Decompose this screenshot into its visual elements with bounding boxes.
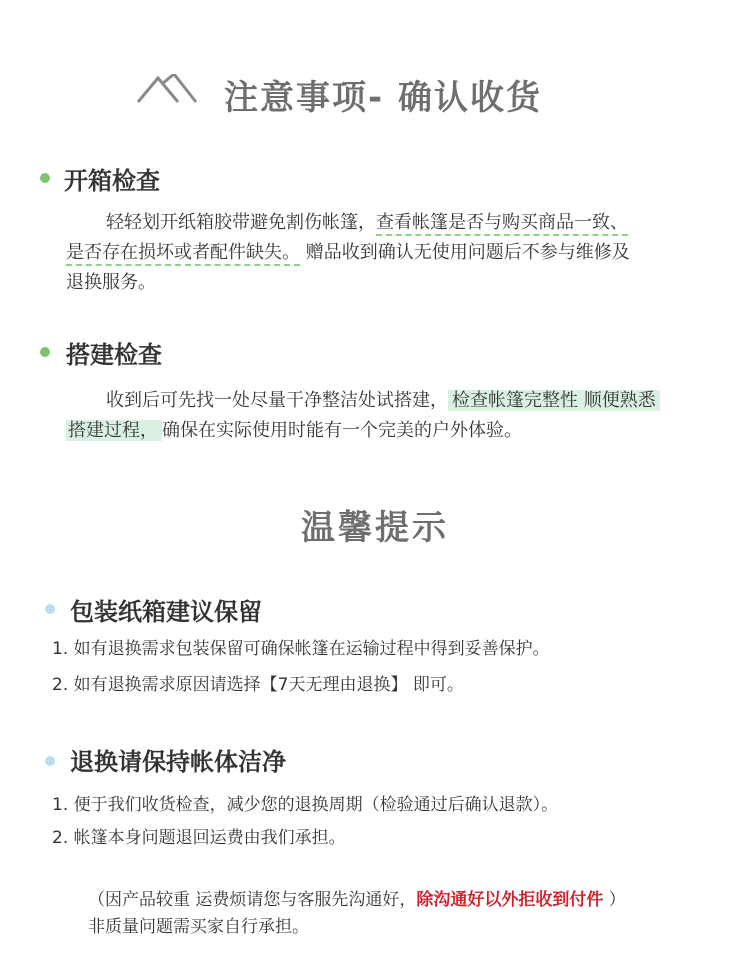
open-box-underlined-b: 是否存在损坏或者配件缺失。 <box>66 242 300 266</box>
setup-highlight-a: 检查帐篷完整性 顺便熟悉 <box>448 390 660 411</box>
shipping-note-line2: 非质量问题需买家自行承担。 <box>88 917 309 937</box>
setup-text-b: 确保在实际使用时能有一个完美的户外体验。 <box>162 420 522 441</box>
open-box-paragraph <box>66 208 716 298</box>
setup-paragraph <box>66 386 726 446</box>
list-item: 1. 便于我们收货检查，减少您的退换周期（检验通过后确认退款）。 <box>52 795 559 815</box>
bullet-dot <box>40 347 50 357</box>
shipping-note-close: ） <box>603 890 626 910</box>
list-item: 2. 如有退换需求原因请选择【7天无理由退换】 即可。 <box>52 675 464 695</box>
bullet-dot <box>40 173 50 183</box>
setup-text-a: 收到后可先找一处尽量干净整洁处试搭建， <box>106 390 448 411</box>
bullet-dot <box>45 756 55 766</box>
section-heading-packaging: 包装纸箱建议保留 <box>70 598 262 626</box>
shipping-note <box>88 887 626 913</box>
open-box-text-a: 轻轻划开纸箱胶带避免割伤帐篷， <box>106 212 376 233</box>
open-box-text-b: 赠品收到确认无使用问题后不参与维修及 <box>300 242 630 263</box>
section-heading-setup: 搭建检查 <box>66 341 162 369</box>
mountain-peaks-icon <box>136 74 198 104</box>
list-item: 1. 如有退换需求包装保留可确保帐篷在运输过程中得到妥善保护。 <box>52 639 550 659</box>
list-item: 2. 帐篷本身问题退回运费由我们承担。 <box>52 828 346 848</box>
open-box-underlined-a: 查看帐篷是否与购买商品一致、 <box>376 212 628 236</box>
bullet-dot <box>45 604 55 614</box>
open-box-text-c: 退换服务。 <box>66 272 156 293</box>
setup-highlight-b: 搭建过程， <box>66 420 162 441</box>
section-heading-open-box: 开箱检查 <box>64 167 160 195</box>
page-title: 注意事项- 确认收货 <box>224 78 542 118</box>
shipping-note-text: （因产品较重 运费烦请您与客服先沟通好， <box>88 890 417 910</box>
shipping-note-warning: 除沟通好以外拒收到付件 <box>416 890 604 910</box>
tips-title: 温馨提示 <box>301 508 449 548</box>
section-heading-clean: 退换请保持帐体洁净 <box>70 748 286 776</box>
page-header <box>0 62 750 122</box>
